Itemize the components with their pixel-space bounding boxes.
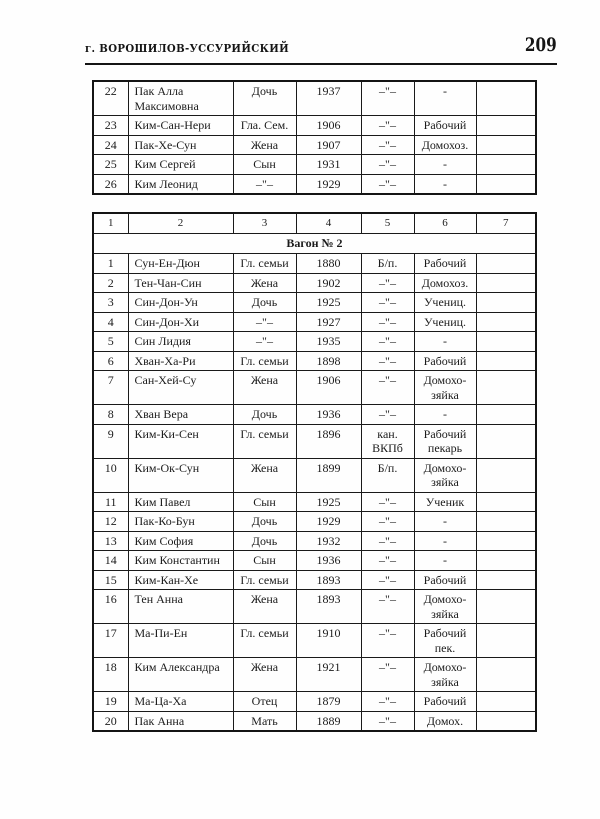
cell-relation: Жена bbox=[233, 658, 296, 692]
cell-extra bbox=[476, 711, 536, 731]
cell-row-number: 12 bbox=[93, 512, 128, 532]
cell-birth-year: 1935 bbox=[296, 332, 361, 352]
table-row bbox=[93, 551, 536, 571]
cell-name: Тен-Чан-Син bbox=[128, 273, 233, 293]
deportee-table-wagon1-continued bbox=[92, 80, 537, 195]
cell-birth-year: 1936 bbox=[296, 551, 361, 571]
cell-party-status: –"– bbox=[361, 174, 414, 194]
cell-relation: Дочь bbox=[233, 512, 296, 532]
cell-extra bbox=[476, 658, 536, 692]
cell-row-number: 25 bbox=[93, 155, 128, 175]
table-row bbox=[93, 174, 536, 194]
cell-occupation: - bbox=[414, 512, 476, 532]
cell-party-status: –"– bbox=[361, 692, 414, 712]
cell-birth-year: 1929 bbox=[296, 174, 361, 194]
cell-extra bbox=[476, 531, 536, 551]
cell-row-number: 20 bbox=[93, 711, 128, 731]
cell-birth-year: 1902 bbox=[296, 273, 361, 293]
cell-name: Ким-Кан-Хе bbox=[128, 570, 233, 590]
cell-relation: –"– bbox=[233, 312, 296, 332]
cell-extra bbox=[476, 551, 536, 571]
cell-relation: Жена bbox=[233, 371, 296, 405]
cell-party-status: –"– bbox=[361, 293, 414, 313]
cell-party-status: –"– bbox=[361, 590, 414, 624]
header-rule bbox=[85, 63, 557, 65]
cell-birth-year: 1879 bbox=[296, 692, 361, 712]
cell-birth-year: 1907 bbox=[296, 135, 361, 155]
cell-relation: –"– bbox=[233, 174, 296, 194]
cell-relation: Дочь bbox=[233, 81, 296, 116]
cell-occupation: Рабочий bbox=[414, 254, 476, 274]
cell-party-status: Б/п. bbox=[361, 254, 414, 274]
cell-name: Ким Сергей bbox=[128, 155, 233, 175]
cell-party-status: –"– bbox=[361, 658, 414, 692]
table-row bbox=[93, 273, 536, 293]
table-row bbox=[93, 351, 536, 371]
cell-relation: Гл. семьи bbox=[233, 351, 296, 371]
cell-birth-year: 1921 bbox=[296, 658, 361, 692]
cell-row-number: 19 bbox=[93, 692, 128, 712]
cell-row-number: 17 bbox=[93, 624, 128, 658]
cell-party-status: –"– bbox=[361, 81, 414, 116]
cell-relation: Гл. семьи bbox=[233, 570, 296, 590]
cell-extra bbox=[476, 692, 536, 712]
cell-occupation: - bbox=[414, 551, 476, 571]
cell-relation: Жена bbox=[233, 590, 296, 624]
cell-row-number: 13 bbox=[93, 531, 128, 551]
table-row bbox=[93, 424, 536, 458]
cell-row-number: 26 bbox=[93, 174, 128, 194]
table-row bbox=[93, 254, 536, 274]
cell-occupation: - bbox=[414, 174, 476, 194]
cell-extra bbox=[476, 273, 536, 293]
cell-party-status: –"– bbox=[361, 711, 414, 731]
cell-extra bbox=[476, 312, 536, 332]
table-row bbox=[93, 155, 536, 175]
column-header-6: 6 bbox=[414, 213, 476, 234]
cell-extra bbox=[476, 458, 536, 492]
cell-party-status: –"– bbox=[361, 312, 414, 332]
cell-birth-year: 1931 bbox=[296, 155, 361, 175]
table-row bbox=[93, 512, 536, 532]
cell-birth-year: 1925 bbox=[296, 492, 361, 512]
cell-extra bbox=[476, 512, 536, 532]
table-row bbox=[93, 81, 536, 116]
cell-party-status: –"– bbox=[361, 371, 414, 405]
cell-name: Ким София bbox=[128, 531, 233, 551]
cell-occupation: Рабочий bbox=[414, 692, 476, 712]
cell-relation: Сын bbox=[233, 551, 296, 571]
cell-name: Тен Анна bbox=[128, 590, 233, 624]
cell-row-number: 9 bbox=[93, 424, 128, 458]
cell-relation: Дочь bbox=[233, 293, 296, 313]
cell-occupation: Домох. bbox=[414, 711, 476, 731]
column-header-3: 3 bbox=[233, 213, 296, 234]
table-row bbox=[93, 312, 536, 332]
cell-relation: Гл. семьи bbox=[233, 254, 296, 274]
cell-row-number: 1 bbox=[93, 254, 128, 274]
cell-party-status: –"– bbox=[361, 512, 414, 532]
cell-name: Сун-Ен-Дюн bbox=[128, 254, 233, 274]
table-row bbox=[93, 116, 536, 136]
cell-birth-year: 1910 bbox=[296, 624, 361, 658]
cell-occupation: - bbox=[414, 531, 476, 551]
cell-party-status: –"– bbox=[361, 116, 414, 136]
cell-name: Син Лидия bbox=[128, 332, 233, 352]
cell-birth-year: 1893 bbox=[296, 570, 361, 590]
cell-relation: Сын bbox=[233, 155, 296, 175]
cell-occupation: - bbox=[414, 332, 476, 352]
cell-party-status: –"– bbox=[361, 492, 414, 512]
cell-name: Ким-Ок-Сун bbox=[128, 458, 233, 492]
table-row bbox=[93, 590, 536, 624]
cell-party-status: Б/п. bbox=[361, 458, 414, 492]
cell-party-status: –"– bbox=[361, 155, 414, 175]
cell-occupation: - bbox=[414, 81, 476, 116]
cell-birth-year: 1889 bbox=[296, 711, 361, 731]
cell-party-status: –"– bbox=[361, 273, 414, 293]
cell-name: Ким Леонид bbox=[128, 174, 233, 194]
page-number: 209 bbox=[525, 34, 557, 56]
cell-party-status: –"– bbox=[361, 624, 414, 658]
cell-relation: Мать bbox=[233, 711, 296, 731]
cell-birth-year: 1925 bbox=[296, 293, 361, 313]
cell-birth-year: 1937 bbox=[296, 81, 361, 116]
cell-occupation: Рабочий пекарь bbox=[414, 424, 476, 458]
cell-occupation: Домохо-зяйка bbox=[414, 658, 476, 692]
cell-birth-year: 1936 bbox=[296, 405, 361, 425]
cell-occupation: - bbox=[414, 155, 476, 175]
cell-row-number: 24 bbox=[93, 135, 128, 155]
table-row bbox=[93, 711, 536, 731]
cell-extra bbox=[476, 293, 536, 313]
cell-relation: Отец bbox=[233, 692, 296, 712]
table-row bbox=[93, 332, 536, 352]
cell-extra bbox=[476, 590, 536, 624]
cell-birth-year: 1906 bbox=[296, 116, 361, 136]
cell-occupation: Домохо-зяйка bbox=[414, 458, 476, 492]
column-header-2: 2 bbox=[128, 213, 233, 234]
cell-name: Син-Дон-Ун bbox=[128, 293, 233, 313]
cell-row-number: 3 bbox=[93, 293, 128, 313]
cell-row-number: 5 bbox=[93, 332, 128, 352]
cell-name: Ким-Ки-Сен bbox=[128, 424, 233, 458]
cell-extra bbox=[476, 332, 536, 352]
cell-row-number: 22 bbox=[93, 81, 128, 116]
cell-birth-year: 1929 bbox=[296, 512, 361, 532]
cell-row-number: 23 bbox=[93, 116, 128, 136]
cell-extra bbox=[476, 174, 536, 194]
column-header-4: 4 bbox=[296, 213, 361, 234]
cell-birth-year: 1898 bbox=[296, 351, 361, 371]
cell-extra bbox=[476, 405, 536, 425]
cell-birth-year: 1932 bbox=[296, 531, 361, 551]
cell-relation: Дочь bbox=[233, 405, 296, 425]
cell-party-status: кан. ВКПб bbox=[361, 424, 414, 458]
column-number-row bbox=[93, 213, 536, 234]
cell-row-number: 2 bbox=[93, 273, 128, 293]
cell-relation: Сын bbox=[233, 492, 296, 512]
cell-occupation: Рабочий bbox=[414, 116, 476, 136]
cell-occupation: Домохоз. bbox=[414, 273, 476, 293]
cell-occupation: Домохо-зяйка bbox=[414, 590, 476, 624]
cell-occupation: Домохоз. bbox=[414, 135, 476, 155]
section-title-row bbox=[93, 234, 536, 254]
cell-party-status: –"– bbox=[361, 332, 414, 352]
cell-occupation: - bbox=[414, 405, 476, 425]
cell-name: Пак Алла Максимовна bbox=[128, 81, 233, 116]
cell-occupation: Рабочий пек. bbox=[414, 624, 476, 658]
cell-occupation: Домохо-зяйка bbox=[414, 371, 476, 405]
cell-relation: –"– bbox=[233, 332, 296, 352]
cell-birth-year: 1899 bbox=[296, 458, 361, 492]
cell-name: Сан-Хей-Су bbox=[128, 371, 233, 405]
cell-relation: Дочь bbox=[233, 531, 296, 551]
cell-name: Пак-Ко-Бун bbox=[128, 512, 233, 532]
cell-name: Ким Павел bbox=[128, 492, 233, 512]
cell-row-number: 10 bbox=[93, 458, 128, 492]
cell-extra bbox=[476, 254, 536, 274]
cell-name: Ким-Сан-Нери bbox=[128, 116, 233, 136]
cell-birth-year: 1896 bbox=[296, 424, 361, 458]
cell-relation: Гла. Сем. bbox=[233, 116, 296, 136]
table-row bbox=[93, 405, 536, 425]
page-header bbox=[85, 36, 557, 55]
cell-name: Хван Вера bbox=[128, 405, 233, 425]
cell-occupation: Рабочий bbox=[414, 351, 476, 371]
cell-extra bbox=[476, 351, 536, 371]
cell-extra bbox=[476, 492, 536, 512]
cell-extra bbox=[476, 155, 536, 175]
cell-birth-year: 1927 bbox=[296, 312, 361, 332]
cell-party-status: –"– bbox=[361, 570, 414, 590]
table-row bbox=[93, 492, 536, 512]
cell-row-number: 11 bbox=[93, 492, 128, 512]
cell-name: Ким Александра bbox=[128, 658, 233, 692]
deportee-table-wagon2 bbox=[92, 212, 537, 732]
cell-relation: Жена bbox=[233, 135, 296, 155]
running-title: г. ВОРОШИЛОВ-УССУРИЙСКИЙ bbox=[85, 41, 290, 55]
cell-birth-year: 1880 bbox=[296, 254, 361, 274]
table-row bbox=[93, 658, 536, 692]
cell-row-number: 8 bbox=[93, 405, 128, 425]
cell-extra bbox=[476, 116, 536, 136]
cell-occupation: Ученик bbox=[414, 492, 476, 512]
cell-row-number: 18 bbox=[93, 658, 128, 692]
column-header-5: 5 bbox=[361, 213, 414, 234]
table-row bbox=[93, 692, 536, 712]
cell-extra bbox=[476, 135, 536, 155]
cell-extra bbox=[476, 424, 536, 458]
cell-party-status: –"– bbox=[361, 531, 414, 551]
cell-name: Ма-Ца-Ха bbox=[128, 692, 233, 712]
cell-row-number: 16 bbox=[93, 590, 128, 624]
cell-row-number: 4 bbox=[93, 312, 128, 332]
cell-extra bbox=[476, 81, 536, 116]
cell-occupation: Учениц. bbox=[414, 293, 476, 313]
cell-extra bbox=[476, 371, 536, 405]
column-header-1: 1 bbox=[93, 213, 128, 234]
cell-party-status: –"– bbox=[361, 351, 414, 371]
column-header-7: 7 bbox=[476, 213, 536, 234]
cell-row-number: 15 bbox=[93, 570, 128, 590]
cell-relation: Жена bbox=[233, 458, 296, 492]
cell-name: Пак-Хе-Сун bbox=[128, 135, 233, 155]
table-row bbox=[93, 293, 536, 313]
cell-birth-year: 1906 bbox=[296, 371, 361, 405]
cell-party-status: –"– bbox=[361, 551, 414, 571]
table-row bbox=[93, 531, 536, 551]
cell-relation: Гл. семьи bbox=[233, 624, 296, 658]
wagon-section-title: Вагон № 2 bbox=[93, 234, 536, 254]
cell-relation: Жена bbox=[233, 273, 296, 293]
cell-name: Пак Анна bbox=[128, 711, 233, 731]
cell-extra bbox=[476, 570, 536, 590]
table-row bbox=[93, 371, 536, 405]
cell-row-number: 6 bbox=[93, 351, 128, 371]
cell-row-number: 7 bbox=[93, 371, 128, 405]
table-row bbox=[93, 458, 536, 492]
cell-row-number: 14 bbox=[93, 551, 128, 571]
cell-party-status: –"– bbox=[361, 405, 414, 425]
cell-name: Хван-Ха-Ри bbox=[128, 351, 233, 371]
cell-name: Ким Константин bbox=[128, 551, 233, 571]
cell-name: Ма-Пи-Ен bbox=[128, 624, 233, 658]
table-row bbox=[93, 135, 536, 155]
cell-name: Син-Дон-Хи bbox=[128, 312, 233, 332]
cell-party-status: –"– bbox=[361, 135, 414, 155]
table-row bbox=[93, 570, 536, 590]
cell-occupation: Учениц. bbox=[414, 312, 476, 332]
cell-occupation: Рабочий bbox=[414, 570, 476, 590]
cell-birth-year: 1893 bbox=[296, 590, 361, 624]
cell-relation: Гл. семьи bbox=[233, 424, 296, 458]
cell-extra bbox=[476, 624, 536, 658]
table-row bbox=[93, 624, 536, 658]
